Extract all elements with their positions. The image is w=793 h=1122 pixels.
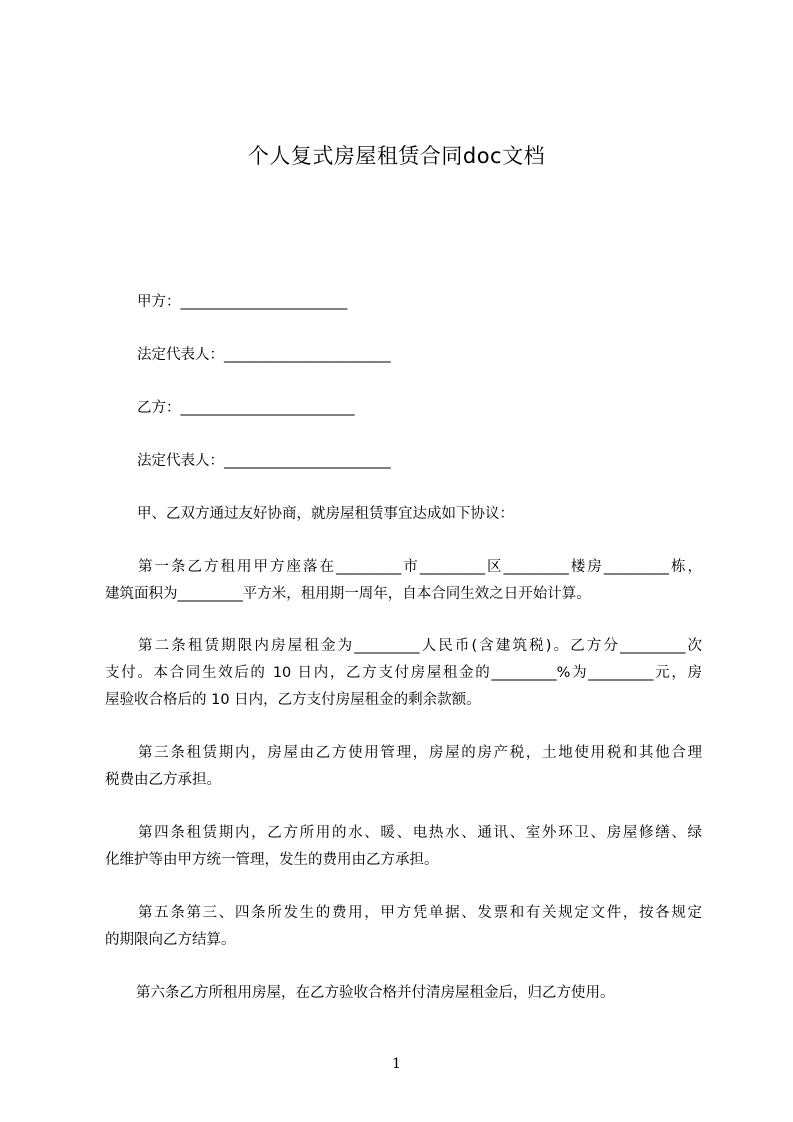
article-1 [105, 554, 702, 608]
article-line: 第二条租赁期限内房屋租金为_________人民币(含建筑税)。乙方分_________次 [138, 638, 702, 654]
article-6 [105, 980, 702, 1007]
party-b-representative-blank: _______________________ [224, 453, 391, 469]
article-2 [105, 633, 702, 714]
article-line: 第四条租赁期内，乙方所用的水、暖、电热水、通讯、室外环卫、房屋修缮、绿 [138, 825, 702, 841]
party-b-label: 乙方： [137, 400, 181, 416]
party-a-representative-blank: _______________________ [224, 347, 391, 363]
article-line: 屋验收合格后的 10 日内，乙方支付房屋租金的剩余款额。 [105, 692, 481, 708]
article-line: 第三条租赁期内，房屋由乙方使用管理，房屋的房产税，土地使用税和其他合理 [138, 745, 702, 761]
party-a-representative-label: 法定代表人： [137, 347, 224, 363]
party-b-blank: ________________________ [180, 400, 355, 416]
article-3 [105, 740, 702, 794]
party-a-blank: _______________________ [180, 294, 348, 310]
article-line: 第六条乙方所租用房屋，在乙方验收合格并付清房屋租金后，归乙方使用。 [136, 985, 615, 1001]
party-b-representative-label: 法定代表人： [137, 453, 224, 469]
article-line: 化维护等由甲方统一管理，发生的费用由乙方承担。 [105, 852, 439, 868]
party-b-representative-field [137, 452, 391, 470]
party-a-label: 甲方： [137, 294, 181, 310]
article-line: 支付。本合同生效后的 10 日内，乙方支付房屋租金的_________%为_________元，房 [105, 665, 702, 681]
article-line: 税费由乙方承担。 [105, 772, 221, 788]
article-line: 建筑面积为_________平方米，租用期一周年，自本合同生效之日开始计算。 [105, 586, 591, 602]
article-line: 第五条第三、四条所发生的费用，甲方凭单据、发票和有关规定文件，按各规定 [138, 905, 702, 921]
page-title: 个人复式房屋租赁合同doc文档 [247, 144, 546, 168]
article-line: 的期限向乙方结算。 [105, 932, 236, 948]
party-a-representative-field [137, 346, 391, 364]
article-4 [105, 820, 702, 874]
intro-paragraph: 甲、乙双方通过友好协商，就房屋租赁事宜达成如下协议： [137, 506, 514, 522]
party-b-field [137, 399, 355, 417]
page-number: 1 [392, 1056, 401, 1072]
party-a-field [137, 293, 347, 311]
article-5 [105, 900, 702, 954]
article-line: 第一条乙方租用甲方座落在_________市_________区_________楼房_________栋， [138, 559, 702, 575]
